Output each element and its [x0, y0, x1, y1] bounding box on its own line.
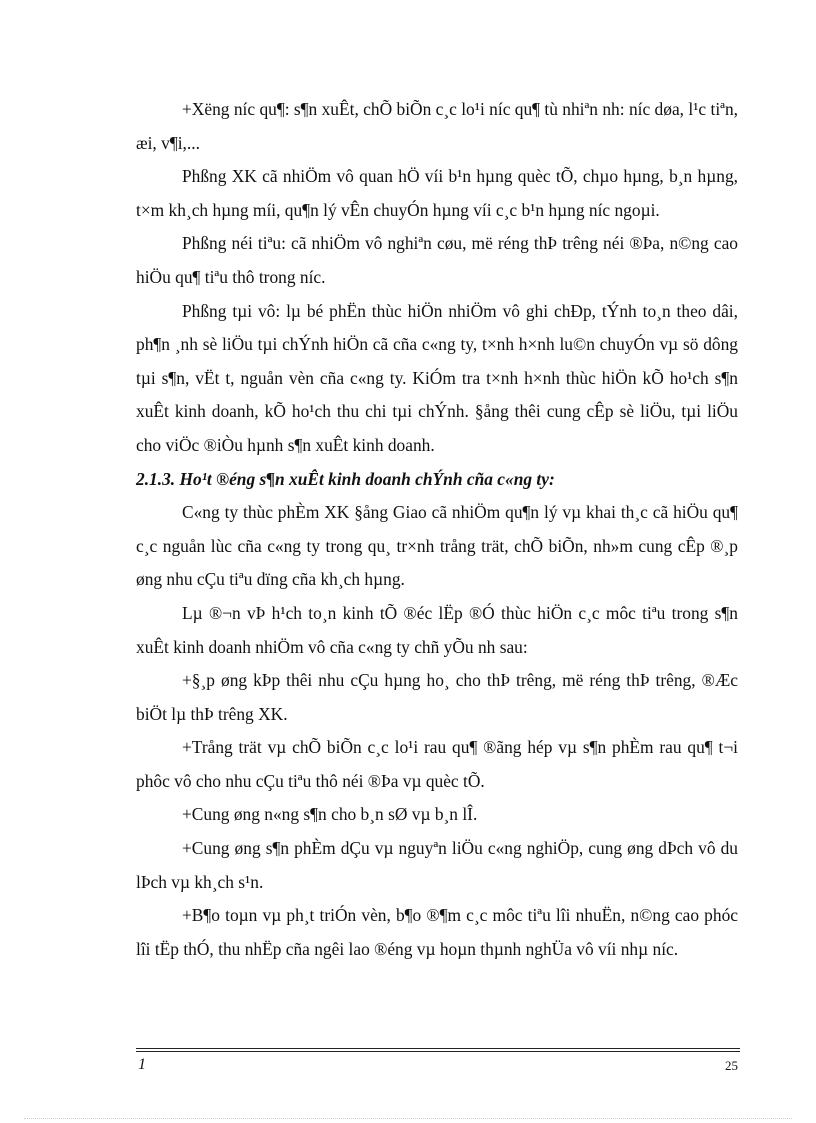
body-text — [136, 93, 738, 966]
paragraph-domestic-sales-department: Phßng néi tiªu: cã nhiÖm vô nghiªn cøu, më réng thÞ trêng néi ®Þa, n©ng cao hiÖu qu¶ tiªu thô trong níc. — [136, 233, 738, 287]
footer-rule-bottom — [136, 1051, 740, 1052]
page-bottom-border — [24, 1118, 792, 1119]
paragraph-export-department: Phßng XK cã nhiÖm vô quan hÖ víi b¹n hµng quèc tÕ, chµo hµng, b¸n hµng, t×m kh¸ch hµng míi, qu¶n lý vÊn chuyÓn hµng víi c¸c b¹n hµng níc ngoµi. — [136, 166, 738, 220]
paragraph-finance-department: Phßng tµi vô: lµ bé phËn thùc hiÖn nhiÖm vô ghi chÐp, tÝnh to¸n theo dâi, ph¶n ¸nh sè liÖu tµi chÝnh hiÖn cã cña c«ng ty, t×nh h×nh lu©n chuyÓn vµ sö dông tµi s¶n, vËt t, nguån vèn cña c«ng ty. KiÓm tra t×nh h×nh thùc hiÖn kÕ ho¹ch s¶n xuÊt kinh doanh, kÕ ho¹ch thu chi tµi chÝnh. §ång thêi cung cÊp sè liÖu, tµi liÖu cho viÖc ®iÒu hµnh s¶n xuÊt kinh doanh. — [136, 300, 738, 455]
footer-left-mark: 1 — [138, 1056, 146, 1073]
paragraph-agricultural-supply: +Cung øng n«ng s¶n cho b¸n sØ vµ b¸n lÎ. — [182, 804, 478, 825]
footer-rule-top — [136, 1048, 740, 1049]
paragraph-juice-workshop: +Xëng níc qu¶: s¶n xuÊt, chÕ biÕn c¸c lo¹i níc qu¶ tù nhiªn nh: níc døa, l¹c tiªn, æi, v¶i,... — [136, 99, 738, 153]
paragraph-independent-accounting: Lµ ®¬n vÞ h¹ch to¸n kinh tÕ ®éc lËp ®Ó thùc hiÖn c¸c môc tiªu trong s¶n xuÊt kinh doanh nhiÖm vô cña c«ng ty chñ yÕu nh sau: — [136, 602, 738, 657]
paragraph-capital-preservation: +B¶o toµn vµ ph¸t triÓn vèn, b¶o ®¶m c¸c môc tiªu lîi nhuËn, n©ng cao phóc lîi tËp thÓ, thu nhËp cña ngêi lao ®éng vµ hoµn thµnh nghÜa vô víi nhµ níc. — [136, 905, 738, 959]
section-heading: 2.1.3. Ho¹t ®éng s¶n xuÊt kinh doanh chÝnh cña c«ng ty: — [136, 468, 555, 489]
paragraph-company-mission: C«ng ty thùc phÈm XK §ång Giao cã nhiÖm qu¶n lý vµ khai th¸c cã hiÖu qu¶ c¸c nguån lùc cña c«ng ty trong qu¸ tr×nh trång trät, chÕ biÕn, nh»m cung cÊp ®¸p øng nhu cÇu tiªu dïng cña kh¸ch hµng. — [136, 502, 738, 590]
page-number: 25 — [725, 1058, 738, 1073]
paragraph-market-demand: +§¸p øng kÞp thêi nhu cÇu hµng ho¸ cho thÞ trêng, më réng thÞ trêng, ®Æc biÖt lµ thÞ trêng XK. — [136, 670, 738, 724]
paragraph-oil-materials-tourism: +Cung øng s¶n phÈm dÇu vµ nguyªn liÖu c«ng nghiÖp, cung øng dÞch vô du lÞch vµ kh¸ch s¹n. — [136, 838, 738, 892]
paragraph-cultivation-processing: +Trång trät vµ chÕ biÕn c¸c lo¹i rau qu¶ ®ãng hép vµ s¶n phÈm rau qu¶ t¬i phôc vô cho nhu cÇu tiªu thô néi ®Þa vµ quèc tÕ. — [136, 737, 738, 791]
